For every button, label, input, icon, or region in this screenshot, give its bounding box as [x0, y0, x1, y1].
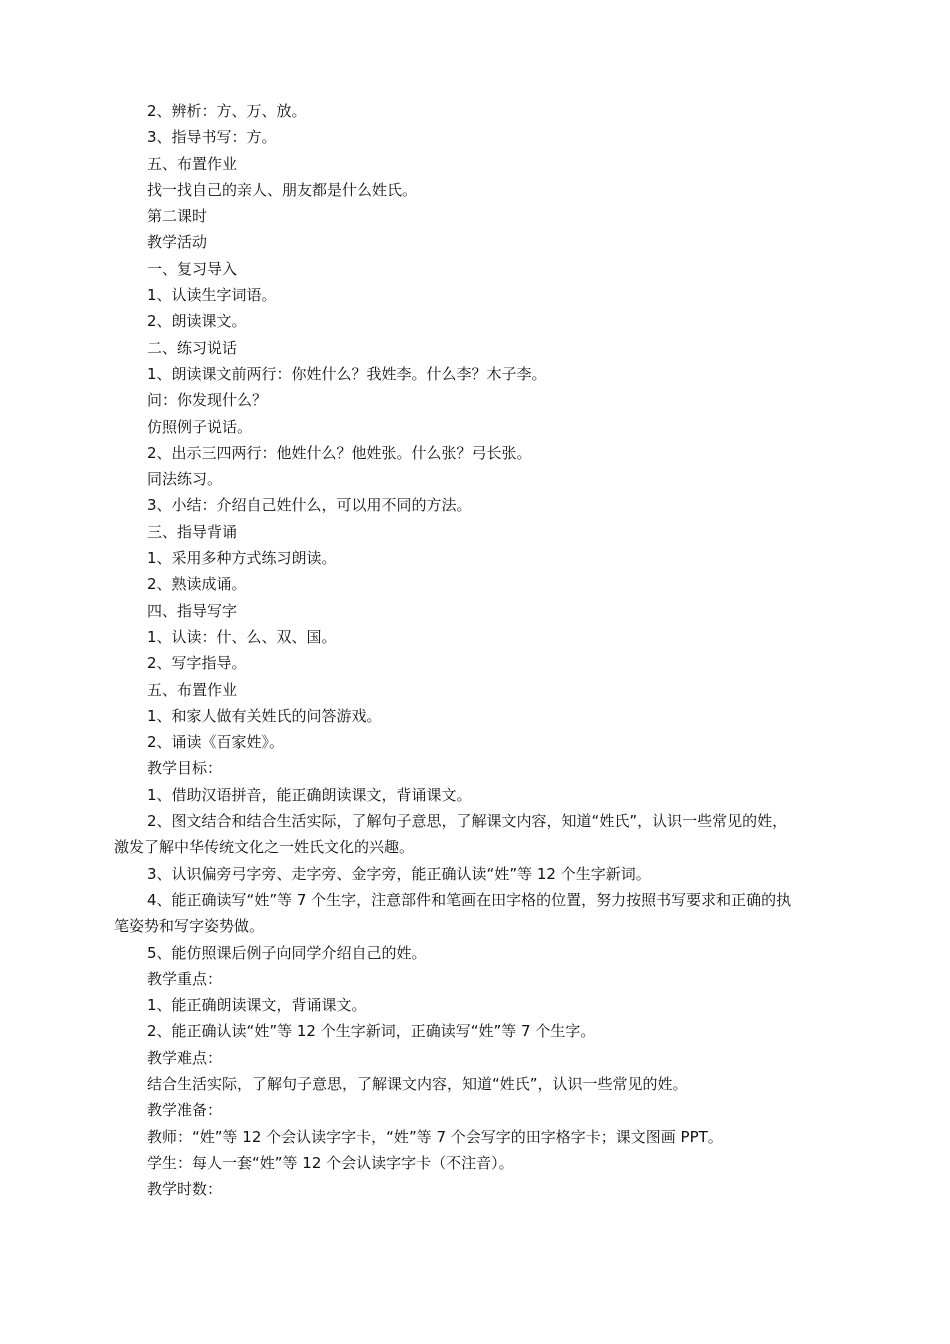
text-line: 5、能仿照课后例子向同学介绍自己的姓。 [147, 943, 427, 962]
text-line: 1、采用多种方式练习朗读。 [147, 549, 337, 568]
text-line: 1、认读：什、么、双、国。 [147, 627, 337, 646]
section-heading: 教学准备： [147, 1101, 223, 1120]
text-line: 2、辨析：方、万、放。 [147, 102, 307, 120]
section-heading: 教学重点： [147, 969, 223, 988]
text-line: 结合生活实际，了解句子意思，了解课文内容，知道“姓氏”，认识一些常见的姓。 [147, 1074, 688, 1093]
text-line: 找一找自己的亲人、朋友都是什么姓氏。 [147, 180, 418, 199]
text-line: 1、能正确朗读课文，背诵课文。 [147, 996, 367, 1015]
text-line: 1、借助汉语拼音，能正确朗读课文，背诵课文。 [147, 785, 472, 804]
section-heading: 一、复习导入 [147, 259, 238, 278]
goal-4-line-1: 4、能正确读写“姓”等 7 个生字，注意部件和笔画在田字格的位置，努力按照书写要求和正确的执 [147, 890, 792, 909]
text-line: 2、诵读《百家姓》。 [147, 733, 285, 752]
text-line: 3、小结：介绍自己姓什么，可以用不同的方法。 [147, 496, 472, 515]
section-heading: 四、指导写字 [147, 601, 238, 620]
text-line: 教师：“姓”等 12 个会认读字字卡，“姓”等 7 个会写字的田字格字卡；课文图画 PPT。 [147, 1127, 723, 1146]
section-heading: 三、指导背诵 [147, 522, 238, 541]
section-heading: 二、练习说话 [147, 338, 238, 357]
text-line: 2、能正确认读“姓”等 12 个生字新词，正确读写“姓”等 7 个生字。 [147, 1022, 596, 1041]
goal-4-line-2: 笔姿势和写字姿势做。 [114, 917, 265, 936]
text-line: 学生：每人一套“姓”等 12 个会认读字字卡（不注音）。 [147, 1153, 514, 1172]
section-heading: 教学目标： [147, 759, 223, 778]
text-line: 同法练习。 [147, 470, 223, 489]
section-heading: 五、布置作业 [147, 154, 238, 173]
text-line: 2、朗读课文。 [147, 312, 247, 331]
goal-2-line-2: 激发了解中华传统文化之一姓氏文化的兴趣。 [114, 838, 415, 857]
text-line: 问：你发现什么？ [147, 391, 268, 410]
section-heading: 教学难点： [147, 1048, 223, 1067]
lesson-heading: 第二课时 [147, 207, 208, 226]
text-line: 2、出示三四两行：他姓什么？他姓张。什么张？弓长张。 [147, 443, 532, 462]
text-line: 1、和家人做有关姓氏的问答游戏。 [147, 706, 382, 725]
goal-2-line-1: 2、图文结合和结合生活实际，了解句子意思，了解课文内容，知道“姓氏”，认识一些常见的姓， [147, 812, 788, 831]
section-heading: 教学活动 [147, 233, 208, 252]
section-heading: 五、布置作业 [147, 680, 238, 699]
text-line: 2、写字指导。 [147, 654, 247, 673]
document-body [114, 98, 826, 1202]
text-line: 仿照例子说话。 [147, 417, 253, 436]
text-line: 1、认读生字词语。 [147, 286, 277, 305]
text-line: 1、朗读课文前两行：你姓什么？我姓李。什么李？木子李。 [147, 364, 547, 383]
section-heading: 教学时数： [147, 1180, 223, 1199]
text-line: 2、熟读成诵。 [147, 575, 247, 594]
text-line: 3、指导书写：方。 [147, 128, 277, 147]
goal-3: 3、认识偏旁弓字旁、走字旁、金字旁，能正确认读“姓”等 12 个生字新词。 [147, 864, 651, 883]
